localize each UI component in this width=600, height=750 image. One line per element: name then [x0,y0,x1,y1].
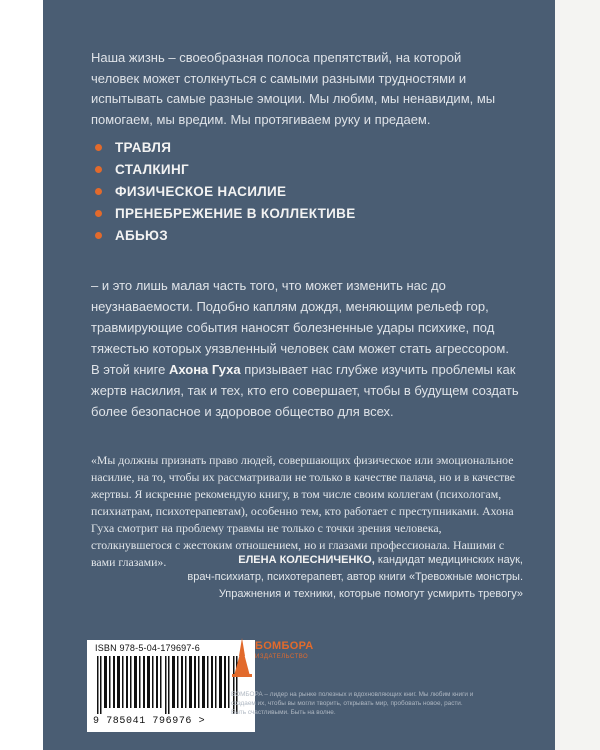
publisher-note: БОМБОРА – лидер на рынке полезных и вдохновляющих книг. Мы любим книги и создаем их, чтобы вы могли творить, открывать мир, пробовать новое, расти. Быть счастливыми. Быть на волне. [231,691,474,716]
attribution-line: Упражнения и техники, которые помогут усмирить тревогу» [218,588,523,600]
bullet-dot-icon [95,188,102,195]
topic-label: ТРАВЛЯ [115,139,172,155]
topic-label: ПРЕНЕБРЕЖЕНИЕ В КОЛЛЕКТИВЕ [115,205,356,221]
bullet-dot-icon [95,144,102,151]
description-paragraph [91,275,521,422]
barcode-icon [95,656,245,714]
publisher-name: БОМБОРА [255,640,314,652]
topic-item [95,224,356,246]
publisher-subtitle: ИЗДАТЕЛЬСТВО [255,654,309,660]
barcode-digits: 9 785041 796976 > [93,716,206,727]
endorsement-quote: «Мы должны признать право людей, совершающих физическое или эмоциональное насилие, на то, чтобы их рассматривали не только в качестве палача, но и в качестве жертвы. Я искренне рекомендую книгу, в том числе своим коллегам (психологам, психиатрам, психотерапевтам), особенно тем, кто работает с преступниками. Ахона Гуха смотрит на проблему травмы не только с точки зрения человека, столкнувшегося с жестоким отношением, но и глазами профессионала. Нашими с вами глазами». [91,452,516,569]
endorsement-attribution [103,552,523,603]
attribution-line [103,552,523,569]
topic-item [95,136,356,158]
topic-label: АБЬЮЗ [115,227,169,243]
topics-list [95,136,356,246]
isbn-barcode-block [87,640,255,732]
attribution-line: врач-психиатр, психотерапевт, автор книги «Тревожные монстры. [187,571,523,583]
author-name: Ахона Гуха [168,362,241,377]
bullet-dot-icon [95,210,102,217]
description-text-start: – и это лишь малая часть того, что может изменить нас до неузнаваемости. Подобно каплям дождя, меняющим рельеф гор, травмирующие события наносят болезненные удары психике, под тяжестью которых уязвленный человек сам может стать агрессором. В этой книге [91,278,509,377]
description-text-end: призывает нас глубже изучить проблемы как жертв насилия, так и тех, кто его совершает, чтобы в будущем создать более безопасное и здоровое общество для всех. [91,362,519,419]
topic-item [95,180,356,202]
topic-label: ФИЗИЧЕСКОЕ НАСИЛИЕ [115,183,287,199]
topic-item [95,202,356,224]
intro-paragraph: Наша жизнь – своеобразная полоса препятствий, на которой человек может столкнуться с самыми разными трудностями и испытывать самые разные эмоции. Мы любим, мы ненавидим, мы помогаем, мы вредим. Мы протягиваем руку и предаем. [91,50,496,127]
endorser-name: ЕЛЕНА КОЛЕСНИЧЕНКО, [238,554,375,566]
bombora-logo-icon [231,636,253,678]
bullet-dot-icon [95,166,102,173]
back-cover [43,0,555,750]
bullet-dot-icon [95,232,102,239]
topic-item [95,158,356,180]
endorser-title: кандидат медицинских наук, [374,554,523,566]
topic-label: СТАЛКИНГ [115,161,189,177]
isbn-label: ISBN 978-5-04-179697-6 [95,643,200,653]
page-edge [555,0,600,750]
